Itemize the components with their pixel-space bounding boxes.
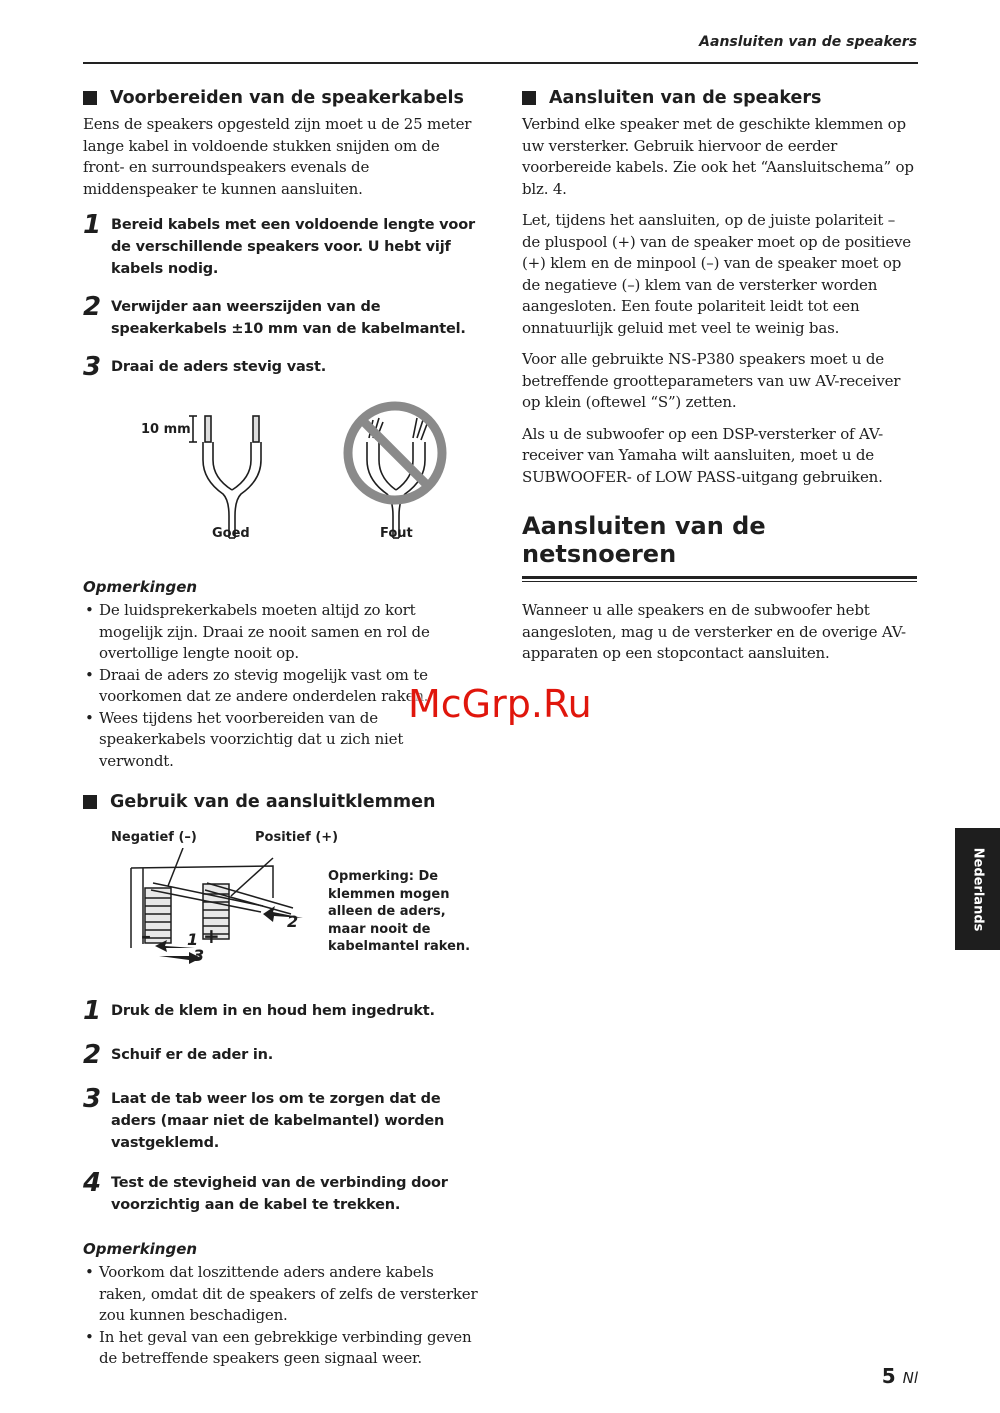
- language-tab-label: Nederlands: [970, 847, 986, 931]
- page-lang-code: Nl: [902, 1369, 918, 1387]
- positive-label: Positief (+): [255, 830, 339, 845]
- dimension-label: 10 mm: [141, 422, 191, 437]
- list-item: • Draai de aders zo stevig mogelijk vast om te voorkomen dat ze andere onderdelen raken.: [83, 665, 478, 708]
- step-item: [83, 1042, 478, 1068]
- step-text: Schuif er de ader in.: [111, 1047, 274, 1063]
- step-text: Draai de aders stevig vast.: [111, 359, 327, 375]
- good-label: Goed: [212, 526, 250, 541]
- terminal-figure: [83, 830, 478, 970]
- language-tab: [955, 828, 1000, 950]
- step-item: [83, 998, 478, 1024]
- terminal-note: Opmerking: De klemmen mogen alleen de aders, maar nooit de kabelmantel raken.: [328, 869, 471, 954]
- step-number: 2: [83, 292, 102, 322]
- callout-3: 3: [193, 946, 205, 965]
- list-item: • De luidsprekerkabels moeten altijd zo kort mogelijk zijn. Draai ze nooit samen en rol de overtollige lengte nooit op.: [83, 600, 478, 665]
- step-item: [83, 294, 478, 340]
- right-column: [522, 88, 917, 675]
- left-column: [83, 88, 478, 1370]
- page-number-value: 5: [881, 1364, 896, 1388]
- notes-title: Opmerkingen: [83, 1240, 198, 1258]
- section-heading-text: Voorbereiden van de speakerkabels: [110, 88, 464, 108]
- chapter-rule: [522, 576, 917, 582]
- step-number: 2: [83, 1040, 102, 1070]
- step-text: Laat de tab weer los om te zorgen dat de aders (maar niet de kabelmantel) worden vastgeklemd.: [111, 1091, 445, 1151]
- section-heading-prepare: [83, 88, 478, 108]
- step-number: 1: [83, 210, 102, 240]
- paragraph: Let, tijdens het aansluiten, op de juiste polariteit – de pluspool (+) van de speaker moet op de positieve (+) klem en de minpool (–) van de speaker moet op de negatieve (–) klem van de versterker worden aangesloten. Een foute polariteit leidt tot een onnatuurlijk geluid met veel te weinig bas.: [522, 211, 911, 337]
- wrong-label: Fout: [380, 526, 413, 541]
- step-item: [83, 1086, 478, 1154]
- section-heading-text: Gebruik van de aansluitklemmen: [110, 792, 436, 812]
- good-wire-icon: [189, 416, 261, 538]
- callout-1: 1: [187, 930, 199, 949]
- step-text: Bereid kabels met een voldoende lengte voor de verschillende speakers voor. U hebt vijf kabels nodig.: [111, 217, 475, 277]
- step-text: Druk de klem in en houd hem ingedrukt.: [111, 1003, 435, 1019]
- wire-figure: [83, 398, 478, 568]
- minus-sign: –: [141, 924, 151, 948]
- paragraph: Wanneer u alle speakers en de subwoofer hebt aangesloten, mag u de versterker en de overige AV-apparaten op een stopcontact aansluiten.: [522, 601, 906, 662]
- notes-list: [83, 1262, 478, 1370]
- prohibited-icon: [348, 406, 442, 500]
- watermark: McGrp.Ru: [408, 682, 592, 726]
- square-bullet-icon: [83, 795, 97, 809]
- section-heading-terminals: [83, 792, 478, 812]
- section-heading-connect: [522, 88, 917, 108]
- header-rule: [83, 62, 918, 64]
- callout-2: 2: [287, 912, 299, 931]
- step-item: [83, 354, 478, 380]
- page-number: [882, 1364, 918, 1388]
- step-item: [83, 212, 478, 280]
- notes-title: Opmerkingen: [83, 578, 198, 596]
- paragraph: Als u de subwoofer op een DSP-versterker of AV-receiver van Yamaha wilt aansluiten, moet u de SUBWOOFER- of LOW PASS-uitgang gebruiken.: [522, 424, 883, 486]
- list-item: • Voorkom dat loszittende aders andere kabels raken, omdat dit de speakers of zelfs de versterker zou kunnen beschadigen.: [83, 1262, 478, 1327]
- paragraph: Verbind elke speaker met de geschikte klemmen op uw versterker. Gebruik hiervoor de eerder voorbereide kabels. Zie ook het “Aansluitschema” op blz. 4.: [522, 115, 914, 198]
- list-item: • In het geval van een gebrekkige verbinding geven de betreffende speakers geen signaal weer.: [83, 1327, 478, 1370]
- terminal-illustration: [123, 848, 363, 968]
- step-item: [83, 1170, 478, 1216]
- intro-paragraph: Eens de speakers opgesteld zijn moet u de 25 meter lange kabel in voldoende stukken snijden om de front- en surroundspeakers evenals de middenspeaker te kunnen aansluiten.: [83, 115, 472, 198]
- step-number: 1: [83, 996, 102, 1026]
- list-item: • Wees tijdens het voorbereiden van de speakerkabels voorzichtig dat u zich niet verwondt.: [83, 708, 478, 773]
- step-number: 4: [83, 1168, 102, 1198]
- running-head: Aansluiten van de speakers: [699, 34, 917, 50]
- step-number: 3: [83, 352, 102, 382]
- step-text: Test de stevigheid van de verbinding door voorzichtig aan de kabel te trekken.: [111, 1175, 448, 1213]
- square-bullet-icon: [522, 91, 536, 105]
- paragraph: Voor alle gebruikte NS-P380 speakers moet u de betreffende grootteparameters van uw AV-receiver op klein (oftewel “S”) zetten.: [522, 350, 901, 411]
- step-number: 3: [83, 1084, 102, 1114]
- step-text: Verwijder aan weerszijden van de speakerkabels ±10 mm van de kabelmantel.: [111, 299, 466, 337]
- plus-sign: +: [203, 924, 220, 948]
- negative-label: Negatief (–): [111, 830, 197, 845]
- square-bullet-icon: [83, 91, 97, 105]
- section-heading-text: Aansluiten van de speakers: [549, 88, 822, 108]
- chapter-heading: Aansluiten van de netsnoeren: [522, 512, 766, 568]
